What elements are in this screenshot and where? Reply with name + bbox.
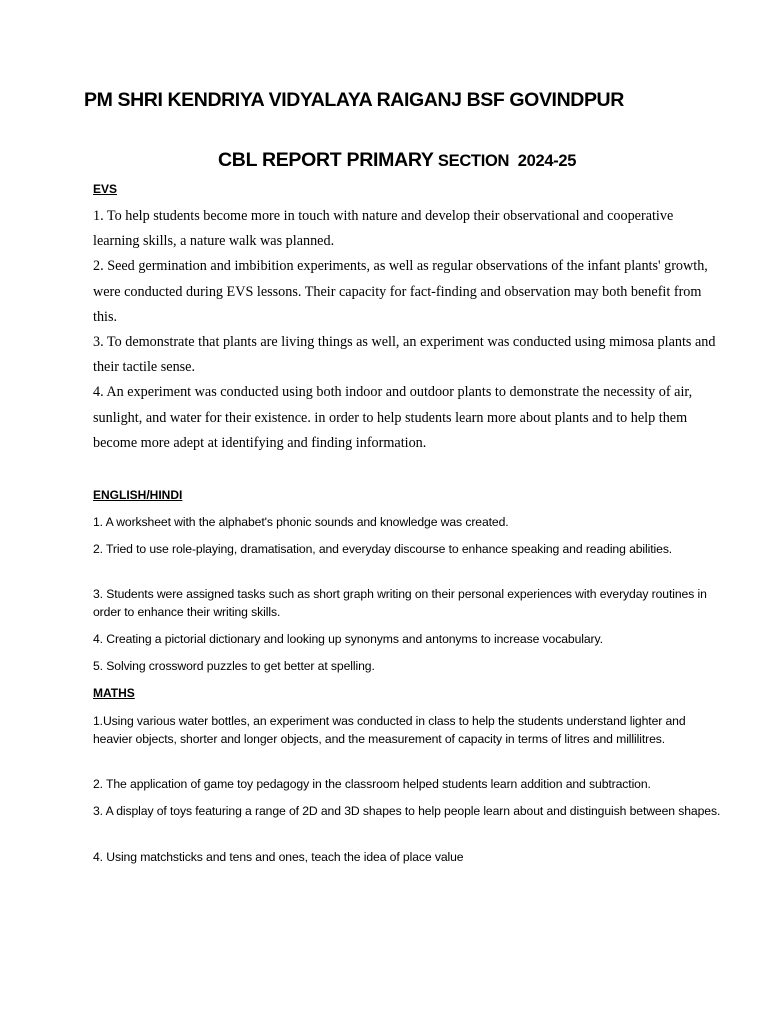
evs-item-4: 4. An experiment was conducted using both indoor and outdoor plants to demonstrate the necessity of air, sunlight, and water for their existence. in order to help students learn more about plants and to help them become more adept at identifying and finding information. xyxy=(93,384,693,451)
evs-heading: EVS xyxy=(93,182,118,196)
evs-section xyxy=(93,204,723,456)
report-title-section: SECTION 2024-25 xyxy=(433,152,577,170)
maths-heading: MATHS xyxy=(93,686,135,700)
english-hindi-item-1: 1. A worksheet with the alphabet's phonic sounds and knowledge was created. xyxy=(93,515,509,529)
maths-item-2: 2. The application of game toy pedagogy in the classroom helped students learn addition and subtraction. xyxy=(93,777,651,791)
school-name: PM SHRI KENDRIYA VIDYALAYA RAIGANJ BSF GOVINDPUR xyxy=(84,89,624,111)
english-hindi-item-4: 4. Creating a pictorial dictionary and looking up synonyms and antonyms to increase vocabulary. xyxy=(93,632,603,646)
english-hindi-item-5: 5. Solving crossword puzzles to get better at spelling. xyxy=(93,659,375,673)
maths-item-1: 1.Using various water bottles, an experiment was conducted in class to help the students understand lighter and heavier objects, shorter and longer objects, and the measurement of capacity in terms of litres and millilitres. xyxy=(93,714,686,746)
report-title xyxy=(218,145,576,173)
english-hindi-heading: ENGLISH/HINDI xyxy=(93,488,183,502)
evs-item-1: 1. To help students become more in touch with nature and develop their observational and cooperative learning skills, a nature walk was planned. xyxy=(93,208,674,250)
evs-item-3: 3. To demonstrate that plants are living things as well, an experiment was conducted using mimosa plants and their tactile sense. xyxy=(93,334,716,376)
maths-item-3: 3. A display of toys featuring a range of 2D and 3D shapes to help people learn about and distinguish between shapes. xyxy=(93,804,721,818)
report-title-main: CBL REPORT PRIMARY xyxy=(218,149,434,171)
evs-item-2: 2. Seed germination and imbibition experiments, as well as regular observations of the infant plants' growth, were conducted during EVS lessons. Their capacity for fact-finding and observation may both benefit from this. xyxy=(93,258,708,325)
english-hindi-item-2: 2. Tried to use role-playing, dramatisation, and everyday discourse to enhance speaking and reading abilities. xyxy=(93,542,673,556)
english-hindi-item-3: 3. Students were assigned tasks such as short graph writing on their personal experiences with everyday routines in order to enhance their writing skills. xyxy=(93,587,707,619)
maths-item-4: 4. Using matchsticks and tens and ones, teach the idea of place value xyxy=(93,850,464,864)
